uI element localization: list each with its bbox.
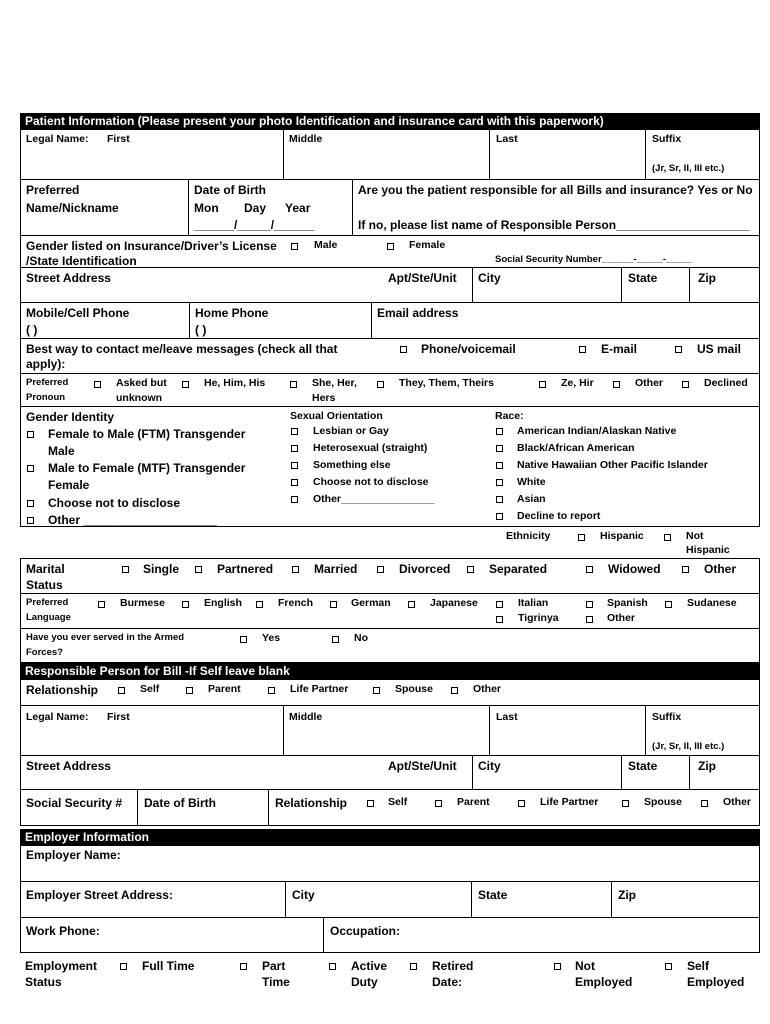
- lang-german-label: German: [351, 597, 391, 609]
- legal-name-label: Legal Name:: [26, 133, 89, 145]
- lang-english-checkbox[interactable]: [182, 601, 189, 608]
- resp-dob-label: Date of Birth: [144, 796, 216, 810]
- resp-relationship-field: [268, 790, 759, 825]
- self-employed-checkbox[interactable]: [665, 963, 672, 970]
- race-option-5: Asian: [517, 493, 546, 505]
- resp-street-address-label: Street Address: [26, 759, 111, 773]
- last-name-field[interactable]: [489, 130, 645, 179]
- lang-spanish-label: Spanish: [607, 597, 648, 609]
- employer-header: Employer Information: [20, 829, 760, 846]
- female-label: Female: [409, 239, 446, 251]
- dob-blank: ______/_____/______: [194, 218, 315, 232]
- marital-single-label: Single: [143, 562, 180, 576]
- rel-life-partner-label: Life Partner: [290, 683, 349, 695]
- pronoun-she-checkbox[interactable]: [290, 381, 297, 388]
- preferred-name-field[interactable]: [21, 180, 188, 235]
- pronoun-he-label: He, Him, His: [204, 377, 266, 389]
- lang-sudanese-checkbox[interactable]: [665, 601, 672, 608]
- street-address-row: [20, 268, 760, 303]
- resp-ssn-row: [20, 790, 760, 826]
- employer-zip-field[interactable]: [611, 882, 759, 917]
- orientation-title: Sexual Orientation: [290, 410, 383, 422]
- dob-field[interactable]: [188, 180, 352, 235]
- employment-status-row: [20, 953, 760, 993]
- preferred-dob-row: [20, 180, 760, 236]
- pronoun-other-label: Other: [635, 377, 664, 389]
- gender-not-disclose-label: Choose not to disclose: [48, 496, 181, 510]
- pronoun-asked-label-2: unknown: [116, 392, 163, 404]
- occupation-label: Occupation:: [330, 924, 401, 938]
- pronoun-label-2: Pronoun: [26, 392, 66, 403]
- retired-label-2: Date:: [432, 975, 463, 989]
- marital-separated-label: Separated: [489, 562, 548, 576]
- employer-state-label: State: [478, 888, 508, 902]
- armed-yes-checkbox[interactable]: [240, 636, 247, 643]
- dob-year-label: Year: [285, 201, 311, 215]
- lang-other-label: Other: [607, 612, 636, 624]
- race-option-6: Decline to report: [517, 510, 601, 522]
- armed-forces-question-1: Have you ever served in the Armed: [26, 632, 185, 643]
- lang-tigrinya-checkbox[interactable]: [496, 616, 503, 623]
- employment-status-label-1: Employment: [25, 959, 98, 973]
- lang-sudanese-label: Sudanese: [687, 597, 737, 609]
- employer-state-field[interactable]: [471, 882, 611, 917]
- not-employed-label-1: Not: [575, 959, 595, 973]
- race-checkbox-2[interactable]: [496, 445, 503, 452]
- marital-widowed-label: Widowed: [608, 562, 661, 576]
- resp-rel-spouse-checkbox[interactable]: [622, 800, 629, 807]
- suffix-label: Suffix: [652, 133, 682, 145]
- employer-name-label: Employer Name:: [26, 848, 121, 862]
- rel-life-partner-checkbox[interactable]: [268, 687, 275, 694]
- resp-relationship-label: Relationship: [275, 796, 348, 810]
- resp-last-name-field[interactable]: [489, 706, 645, 755]
- active-duty-checkbox[interactable]: [329, 963, 336, 970]
- race-option-1: American Indian/Alaskan Native: [517, 425, 677, 437]
- employer-name-row[interactable]: [20, 846, 760, 882]
- armed-forces-row: [20, 629, 760, 663]
- resp-rel-other-checkbox[interactable]: [701, 800, 708, 807]
- home-phone-field[interactable]: [189, 303, 371, 338]
- email-field[interactable]: [371, 303, 759, 338]
- resp-suffix-field[interactable]: [645, 706, 759, 755]
- lang-tigrinya-label: Tigrinya: [518, 612, 559, 624]
- race-option-2: Black/African American: [517, 442, 635, 454]
- not-hispanic-checkbox[interactable]: [664, 534, 671, 541]
- mobile-phone-label: Mobile/Cell Phone: [26, 306, 130, 320]
- contact-label-1: Best way to contact me/leave messages (check all that: [26, 342, 338, 356]
- employer-street-field[interactable]: [21, 882, 285, 917]
- orientation-checkbox-4[interactable]: [291, 479, 298, 486]
- pronoun-ze-label: Ze, Hir: [561, 377, 594, 389]
- language-row: [20, 594, 760, 629]
- pronoun-declined-checkbox[interactable]: [682, 381, 689, 388]
- resp-legal-name-row: [20, 706, 760, 756]
- language-label-2: Language: [26, 612, 71, 623]
- resp-zip-field[interactable]: [689, 756, 759, 789]
- preferred-name-label-2: Name/Nickname: [26, 201, 119, 215]
- contact-preference-row: [20, 339, 760, 374]
- resp-ssn-label: Social Security #: [26, 796, 123, 810]
- suffix-hint: (Jr, Sr, II, III etc.): [652, 163, 725, 174]
- gender-other-label: Other ____________________: [48, 513, 217, 527]
- work-phone-row: [20, 918, 760, 953]
- responsible-header: Responsible Person for Bill -If Self leave blank: [20, 663, 760, 680]
- marital-label-1: Marital: [26, 562, 65, 576]
- rel-spouse-checkbox[interactable]: [373, 687, 380, 694]
- work-phone-label: Work Phone:: [26, 924, 100, 938]
- orientation-option-3: Something else: [313, 459, 391, 471]
- ethnicity-label: Ethnicity: [506, 530, 551, 542]
- male-label: Male: [314, 239, 338, 251]
- orientation-option-5: Other________________: [313, 493, 435, 505]
- responsible-question: Are you the patient responsible for all Bills and insurance? Yes or No: [358, 183, 753, 197]
- lang-burmese-checkbox[interactable]: [98, 601, 105, 608]
- resp-zip-label: Zip: [698, 759, 716, 773]
- not-employed-label-2: Employed: [575, 975, 633, 989]
- lang-other-checkbox[interactable]: [586, 616, 593, 623]
- gender-identity-title: Gender Identity: [26, 410, 115, 424]
- email-checkbox[interactable]: [579, 346, 586, 353]
- resp-first-name-label: First: [107, 711, 130, 723]
- employer-street-label: Employer Street Address:: [26, 888, 173, 902]
- responsible-field[interactable]: [352, 180, 759, 235]
- female-checkbox[interactable]: [387, 243, 394, 250]
- resp-apt-label: Apt/Ste/Unit: [388, 759, 457, 773]
- phone-voicemail-label: Phone/voicemail: [421, 342, 516, 356]
- rel-parent-checkbox[interactable]: [186, 687, 193, 694]
- registration-form: [20, 113, 760, 993]
- resp-rel-life-partner-label: Life Partner: [540, 796, 599, 808]
- resp-dob-field[interactable]: [137, 790, 268, 825]
- dob-day-label: Day: [244, 201, 267, 215]
- gender-insurance-row: [20, 236, 760, 268]
- gender-other-checkbox[interactable]: [27, 517, 34, 524]
- resp-street-address-row: [20, 756, 760, 790]
- resp-street-address-field[interactable]: [21, 756, 472, 789]
- self-employed-label-1: Self: [687, 959, 710, 973]
- us-mail-label: US mail: [697, 342, 742, 356]
- employer-city-field[interactable]: [285, 882, 471, 917]
- zip-field[interactable]: [689, 268, 759, 302]
- marital-married-checkbox[interactable]: [292, 566, 299, 573]
- marital-divorced-checkbox[interactable]: [377, 566, 384, 573]
- lang-english-label: English: [204, 597, 242, 609]
- street-address-field[interactable]: [21, 268, 472, 302]
- active-duty-label-2: Duty: [351, 975, 378, 989]
- male-checkbox[interactable]: [291, 243, 298, 250]
- pronoun-other-checkbox[interactable]: [613, 381, 620, 388]
- employer-city-label: City: [292, 888, 315, 902]
- contact-label-2: apply):: [26, 357, 66, 371]
- resp-state-label: State: [628, 759, 658, 773]
- rel-other-label: Other: [473, 683, 502, 695]
- race-checkbox-5[interactable]: [496, 496, 503, 503]
- marital-partnered-checkbox[interactable]: [195, 566, 202, 573]
- pronoun-asked-checkbox[interactable]: [94, 381, 101, 388]
- armed-no-checkbox[interactable]: [332, 636, 339, 643]
- hispanic-label: Hispanic: [600, 530, 644, 542]
- relationship-label: Relationship: [26, 683, 99, 697]
- pronoun-she-label-2: Hers: [312, 392, 336, 404]
- marital-widowed-checkbox[interactable]: [586, 566, 593, 573]
- race-checkbox-4[interactable]: [496, 479, 503, 486]
- orientation-checkbox-2[interactable]: [291, 445, 298, 452]
- marital-status-row: [20, 559, 760, 594]
- employment-status-label-2: Status: [25, 975, 62, 989]
- zip-label: Zip: [698, 271, 716, 285]
- first-name-label: First: [107, 133, 130, 145]
- not-employed-checkbox[interactable]: [554, 963, 561, 970]
- armed-no-label: No: [354, 632, 368, 644]
- resp-city-label: City: [478, 759, 501, 773]
- resp-rel-spouse-label: Spouse: [644, 796, 682, 808]
- part-time-checkbox[interactable]: [240, 963, 247, 970]
- pronoun-he-checkbox[interactable]: [182, 381, 189, 388]
- resp-rel-parent-label: Parent: [457, 796, 490, 808]
- not-hispanic-label-2: Hispanic: [686, 544, 730, 556]
- pronoun-they-checkbox[interactable]: [377, 381, 384, 388]
- patient-info-header: Patient Information (Please present your photo Identification and insurance card with this paperwork): [20, 113, 760, 130]
- phone-voicemail-checkbox[interactable]: [400, 346, 407, 353]
- pronoun-row: [20, 374, 760, 407]
- gender-insurance-label-2: /State Identification: [26, 254, 137, 268]
- legal-name-row: [20, 130, 760, 180]
- lang-italian-checkbox[interactable]: [496, 601, 503, 608]
- resp-middle-name-field[interactable]: [283, 706, 489, 755]
- race-checkbox-3[interactable]: [496, 462, 503, 469]
- pronoun-label-1: Preferred: [26, 377, 69, 388]
- lang-french-label: French: [278, 597, 314, 609]
- resp-rel-other-label: Other: [723, 796, 752, 808]
- resp-middle-name-label: Middle: [289, 711, 323, 723]
- full-time-label: Full Time: [142, 959, 195, 973]
- active-duty-label-1: Active: [351, 959, 388, 973]
- last-name-label: Last: [496, 133, 518, 145]
- email-option-label: E-mail: [601, 342, 638, 356]
- phone-email-row: [20, 303, 760, 339]
- street-address-label: Street Address: [26, 271, 111, 285]
- resp-last-name-label: Last: [496, 711, 518, 723]
- gender-insurance-label-1: Gender listed on Insurance/Driver’s License: [26, 239, 277, 253]
- state-label: State: [628, 271, 658, 285]
- full-time-checkbox[interactable]: [120, 963, 127, 970]
- mobile-phone-paren: ( ): [26, 323, 38, 337]
- mtf-label-1: Male to Female (MTF) Transgender: [48, 461, 246, 475]
- responsible-name-label: If no, please list name of Responsible Person____________________: [358, 218, 750, 232]
- armed-yes-label: Yes: [262, 632, 281, 644]
- state-field[interactable]: [621, 268, 689, 302]
- mtf-checkbox[interactable]: [27, 465, 34, 472]
- orientation-option-2: Heterosexual (straight): [313, 442, 428, 454]
- lang-french-checkbox[interactable]: [256, 601, 263, 608]
- ftm-label-2: Male: [48, 444, 75, 458]
- retired-checkbox[interactable]: [410, 963, 417, 970]
- resp-rel-parent-checkbox[interactable]: [435, 800, 442, 807]
- rel-parent-label: Parent: [208, 683, 241, 695]
- gender-not-disclose-checkbox[interactable]: [27, 500, 34, 507]
- city-field[interactable]: [472, 268, 621, 302]
- orientation-option-1: Lesbian or Gay: [313, 425, 389, 437]
- resp-rel-self-label: Self: [388, 796, 408, 808]
- pronoun-declined-label: Declined: [704, 377, 748, 389]
- rel-other-checkbox[interactable]: [451, 687, 458, 694]
- armed-forces-question-2: Forces?: [26, 647, 63, 658]
- occupation-field[interactable]: [323, 918, 759, 952]
- suffix-field[interactable]: [645, 130, 759, 179]
- hispanic-checkbox[interactable]: [578, 534, 585, 541]
- relationship-row: [20, 680, 760, 706]
- apt-label: Apt/Ste/Unit: [388, 271, 457, 285]
- ftm-checkbox[interactable]: [27, 431, 34, 438]
- orientation-checkbox-1[interactable]: [291, 428, 298, 435]
- rel-spouse-label: Spouse: [395, 683, 433, 695]
- employer-zip-label: Zip: [618, 888, 636, 902]
- orientation-option-4: Choose not to disclose: [313, 476, 429, 488]
- marital-married-label: Married: [314, 562, 358, 576]
- mobile-phone-field[interactable]: [21, 303, 189, 338]
- lang-burmese-label: Burmese: [120, 597, 165, 609]
- marital-other-label: Other: [704, 562, 737, 576]
- marital-partnered-label: Partnered: [217, 562, 274, 576]
- ethnicity-row: [20, 527, 760, 559]
- dob-mon-label: Mon: [194, 201, 219, 215]
- pronoun-ze-checkbox[interactable]: [539, 381, 546, 388]
- us-mail-checkbox[interactable]: [675, 346, 682, 353]
- resp-suffix-label: Suffix: [652, 711, 682, 723]
- marital-single-checkbox[interactable]: [122, 566, 129, 573]
- race-checkbox-6[interactable]: [496, 513, 503, 520]
- self-employed-label-2: Employed: [687, 975, 745, 989]
- resp-legal-name-label: Legal Name:: [26, 711, 89, 723]
- email-label: Email address: [377, 306, 459, 320]
- middle-name-field[interactable]: [283, 130, 489, 179]
- middle-name-label: Middle: [289, 133, 323, 145]
- ftm-label-1: Female to Male (FTM) Transgender: [48, 427, 246, 441]
- city-label: City: [478, 271, 501, 285]
- resp-suffix-hint: (Jr, Sr, II, III etc.): [652, 741, 725, 752]
- mtf-label-2: Female: [48, 478, 90, 492]
- marital-divorced-label: Divorced: [399, 562, 451, 576]
- ssn-label: Social Security Number______-_____-_____: [495, 254, 693, 265]
- work-phone-field[interactable]: [21, 918, 323, 952]
- race-option-3: Native Hawaiian Other Pacific Islander: [517, 459, 708, 471]
- employer-address-row: [20, 882, 760, 918]
- race-option-4: White: [517, 476, 546, 488]
- orientation-checkbox-3[interactable]: [291, 462, 298, 469]
- rel-self-label: Self: [140, 683, 160, 695]
- part-time-label-2: Time: [262, 975, 290, 989]
- resp-rel-self-checkbox[interactable]: [367, 800, 374, 807]
- lang-italian-label: Italian: [518, 597, 549, 609]
- not-hispanic-label-1: Not: [686, 530, 704, 542]
- resp-state-field[interactable]: [621, 756, 689, 789]
- retired-label-1: Retired: [432, 959, 474, 973]
- race-title: Race:: [495, 410, 524, 422]
- orientation-checkbox-5[interactable]: [291, 496, 298, 503]
- race-checkbox-1[interactable]: [496, 428, 503, 435]
- preferred-name-label-1: Preferred: [26, 183, 80, 197]
- lang-german-checkbox[interactable]: [330, 601, 337, 608]
- resp-ssn-field[interactable]: [21, 790, 137, 825]
- lang-japanese-checkbox[interactable]: [408, 601, 415, 608]
- lang-spanish-checkbox[interactable]: [586, 601, 593, 608]
- marital-separated-checkbox[interactable]: [467, 566, 474, 573]
- pronoun-asked-label-1: Asked but: [116, 377, 167, 389]
- marital-other-checkbox[interactable]: [682, 566, 689, 573]
- home-phone-label: Home Phone: [195, 306, 269, 320]
- language-label-1: Preferred: [26, 597, 69, 608]
- identity-block: [20, 407, 760, 527]
- part-time-label-1: Part: [262, 959, 286, 973]
- lang-japanese-label: Japanese: [430, 597, 478, 609]
- marital-label-2: Status: [26, 578, 63, 592]
- pronoun-she-label-1: She, Her,: [312, 377, 357, 389]
- home-phone-paren: ( ): [195, 323, 207, 337]
- dob-label: Date of Birth: [194, 183, 266, 197]
- resp-rel-life-partner-checkbox[interactable]: [518, 800, 525, 807]
- rel-self-checkbox[interactable]: [118, 687, 125, 694]
- resp-city-field[interactable]: [472, 756, 621, 789]
- pronoun-they-label: They, Them, Theirs: [399, 377, 494, 389]
